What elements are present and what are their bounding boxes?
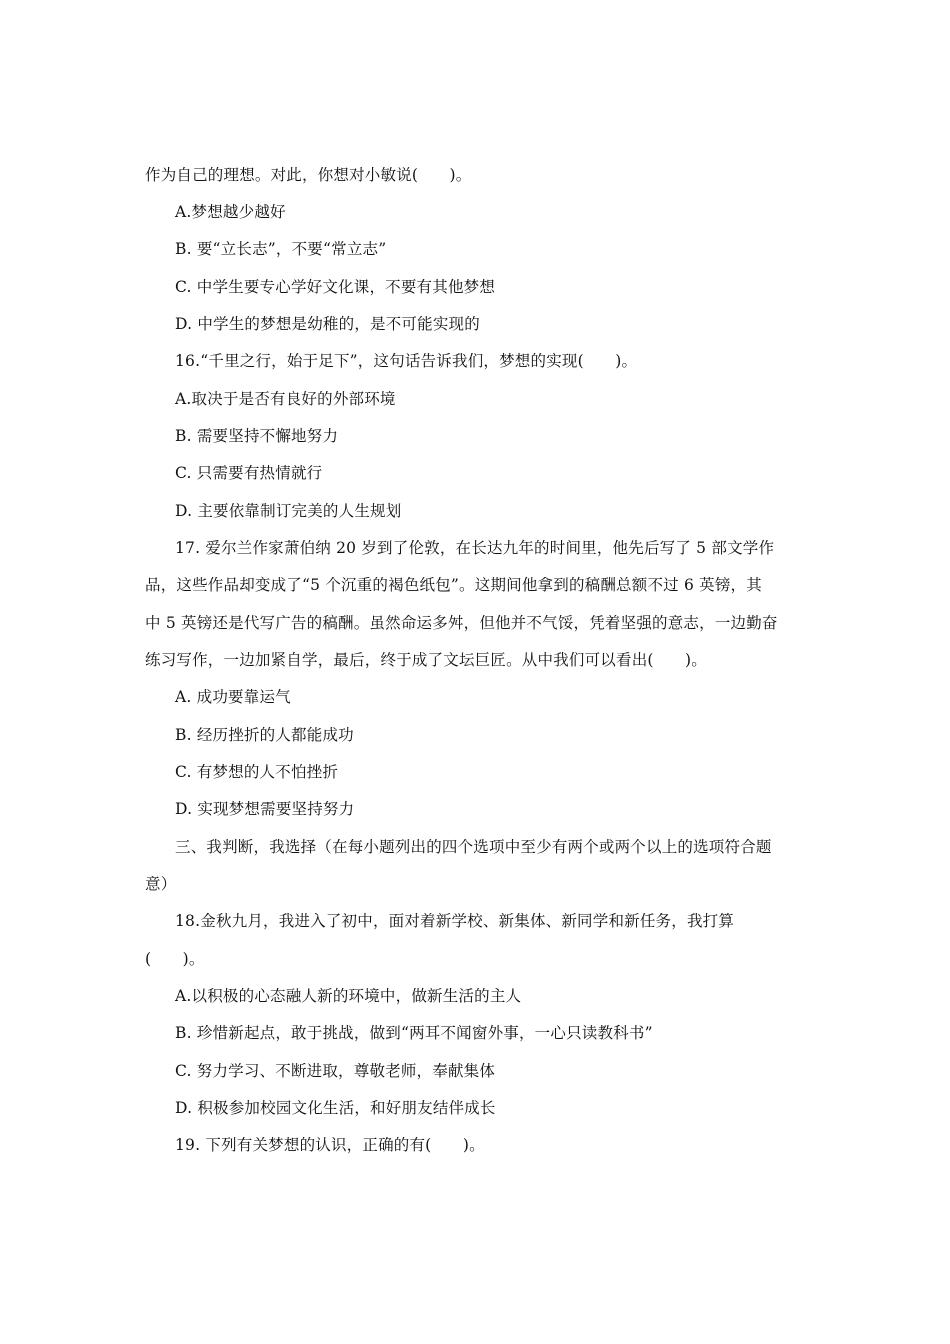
q15-option-b: B. 要“立长志”，不要“常立志” — [175, 240, 387, 258]
q17-option-c: C. 有梦想的人不怕挫折 — [175, 763, 339, 781]
q17-stem-line-3: 中 5 英镑还是代写广告的稿酬。虽然命运多舛，但他并不气馁，凭着坚强的意志，一边勤奋 — [145, 614, 778, 632]
q18-stem-line-2: ( )。 — [145, 950, 205, 968]
q17-option-b: B. 经历挫折的人都能成功 — [175, 726, 354, 744]
q17-option-a: A. 成功要靠运气 — [175, 688, 291, 706]
q18-stem-line-1: 18.金秋九月，我进入了初中，面对着新学校、新集体、新同学和新任务，我打算 — [175, 912, 735, 930]
q16-option-c: C. 只需要有热情就行 — [175, 464, 323, 482]
q18-option-b: B. 珍惜新起点，敢于挑战，做到“两耳不闻窗外事，一心只读教科书” — [175, 1024, 653, 1042]
q18-option-a: A.以积极的心态融人新的环境中，做新生活的主人 — [175, 987, 522, 1005]
q17-stem-line-1: 17. 爱尔兰作家萧伯纳 20 岁到了伦敦，在长达九年的时间里，他先后写了 5 部文学作 — [175, 539, 775, 557]
q18-option-c: C. 努力学习、不断进取，尊敬老师，奉献集体 — [175, 1062, 496, 1080]
q15-option-c: C. 中学生要专心学好文化课，不要有其他梦想 — [175, 278, 496, 296]
q16-option-b: B. 需要坚持不懈地努力 — [175, 427, 339, 445]
section-3-title-line-1: 三、我判断，我选择（在每小题列出的四个选项中至少有两个或两个以上的选项符合题 — [175, 838, 772, 856]
q18-option-d: D. 积极参加校园文化生活，和好朋友结伴成长 — [175, 1099, 496, 1117]
section-3-title-line-2: 意） — [145, 875, 177, 893]
q19-stem: 19. 下列有关梦想的认识，正确的有( )。 — [175, 1136, 485, 1154]
q15-option-d: D. 中学生的梦想是幼稚的，是不可能实现的 — [175, 315, 480, 333]
q17-option-d: D. 实现梦想需要坚持努力 — [175, 800, 355, 818]
q16-stem: 16.“千里之行，始于足下”，这句话告诉我们，梦想的实现( )。 — [175, 352, 638, 370]
q15-stem-continuation: 作为自己的理想。对此，你想对小敏说( )。 — [145, 166, 472, 184]
q16-option-d: D. 主要依靠制订完美的人生规划 — [175, 502, 402, 520]
q17-stem-line-2: 品，这些作品却变成了“5 个沉重的褐色纸包”。这期间他拿到的稿酬总额不过 6 英镑，其 — [145, 576, 762, 594]
q15-option-a: A.梦想越少越好 — [175, 203, 286, 221]
q16-option-a: A.取决于是否有良好的外部环境 — [175, 390, 396, 408]
q17-stem-line-4: 练习写作，一边加紧自学，最后，终于成了文坛巨匠。从中我们可以看出( )。 — [145, 651, 707, 669]
